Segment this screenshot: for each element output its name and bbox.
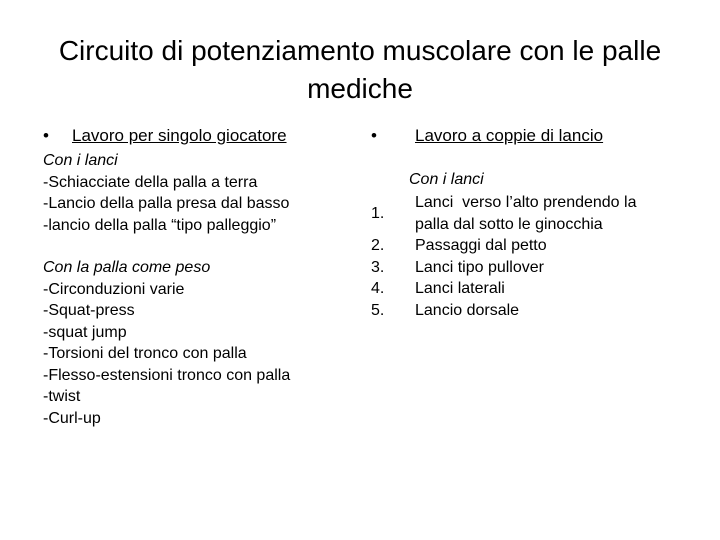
left-group-throws [43, 150, 343, 236]
list-item: -Schiacciate della palla a terra [43, 173, 258, 191]
right-column [371, 126, 671, 319]
right-heading: Lavoro a coppie di lancio [415, 126, 604, 145]
left-group-weight [43, 257, 343, 429]
list-item: -Flesso-estensioni tronco con palla [43, 366, 291, 384]
list-item: -twist [43, 388, 81, 405]
list-item: -Squat-press [43, 302, 135, 319]
group-subheading: Con i lanci [43, 152, 118, 169]
item-text: Lanci verso l’alto prendendo la palla dal sotto le ginocchia [415, 194, 641, 233]
list-item: -Torsioni del tronco con palla [43, 345, 247, 362]
numbered-item [371, 257, 671, 279]
item-text: Lanci tipo pullover [415, 258, 544, 276]
item-number: 4. [371, 280, 385, 297]
bullet-icon: • [371, 126, 377, 145]
numbered-item [371, 235, 671, 257]
list-item: -Circonduzioni varie [43, 280, 185, 298]
item-number: 5. [371, 301, 385, 319]
group-subheading: Con la palla come peso [43, 259, 211, 276]
item-number: 3. [371, 258, 385, 276]
right-subheading: Con i lanci [409, 171, 484, 188]
slide-title: Circuito di potenziamento muscolare con le palle mediche [58, 35, 662, 104]
list-item: -Curl-up [43, 409, 101, 427]
left-bullet-row [43, 126, 343, 148]
item-text: Passaggi dal petto [415, 237, 547, 254]
bullet-icon: • [43, 126, 49, 145]
numbered-item [371, 278, 671, 300]
numbered-list [371, 192, 671, 321]
left-heading: Lavoro per singolo giocatore [72, 126, 287, 145]
item-number: 2. [371, 237, 385, 254]
list-item: -squat jump [43, 323, 127, 341]
item-number: 1. [371, 205, 385, 222]
list-item: -Lancio della palla presa dal basso [43, 195, 290, 212]
numbered-item [371, 192, 671, 235]
list-item: -lancio della palla “tipo palleggio” [43, 216, 277, 234]
left-column [43, 126, 343, 429]
item-text: Lancio dorsale [415, 301, 520, 319]
right-bullet-row [371, 126, 671, 148]
item-text: Lanci laterali [415, 280, 505, 297]
numbered-item [371, 300, 671, 322]
